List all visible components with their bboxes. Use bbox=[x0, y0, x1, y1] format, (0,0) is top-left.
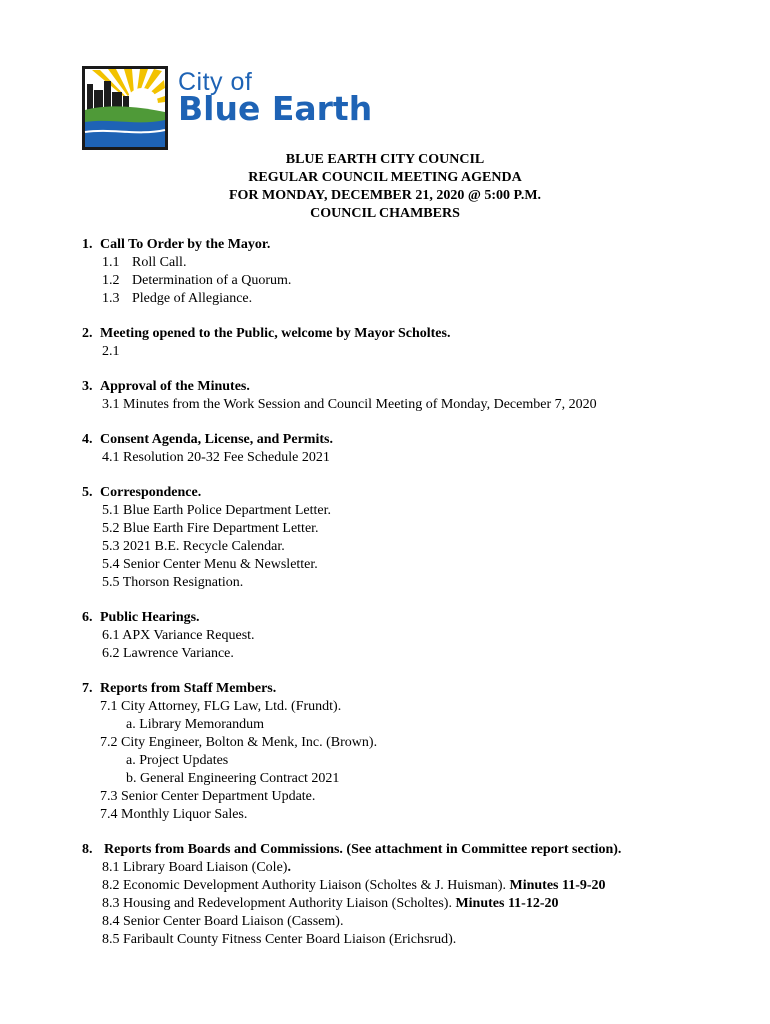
sub-item: 1.1 Roll Call. bbox=[102, 255, 187, 270]
agenda-item-5 bbox=[82, 484, 762, 592]
sub-item: 6.1 APX Variance Request. bbox=[102, 628, 255, 643]
agenda-header bbox=[0, 151, 770, 223]
logo-blue-earth: Blue Earth bbox=[178, 89, 373, 128]
sub-item: 5.3 2021 B.E. Recycle Calendar. bbox=[102, 539, 285, 554]
sub-item: 8.1 Library Board Liaison (Cole). bbox=[102, 860, 291, 875]
agenda-item-2 bbox=[82, 325, 762, 361]
sub-item: 7.2 City Engineer, Bolton & Menk, Inc. (Brown). bbox=[100, 735, 378, 750]
sub-sub-item: a. Library Memorandum bbox=[126, 717, 265, 732]
agenda-item-4 bbox=[82, 431, 762, 467]
header-line-2: REGULAR COUNCIL MEETING AGENDA bbox=[248, 170, 522, 185]
agenda-item-1 bbox=[82, 236, 762, 308]
item-title: 5. Correspondence. bbox=[82, 485, 202, 500]
sub-item: 8.5 Faribault County Fitness Center Board Liaison (Erichsrud). bbox=[102, 932, 457, 947]
item-title: 7. Reports from Staff Members. bbox=[82, 681, 277, 696]
sub-item: 5.5 Thorson Resignation. bbox=[102, 575, 244, 590]
sub-sub-item: b. General Engineering Contract 2021 bbox=[126, 771, 340, 786]
agenda-item-8 bbox=[82, 841, 762, 949]
item-title: 6. Public Hearings. bbox=[82, 610, 200, 625]
agenda-item-7 bbox=[82, 680, 762, 824]
sub-item: 8.3 Housing and Redevelopment Authority Liaison (Scholtes). Minutes 11-12-20 bbox=[102, 896, 559, 911]
sub-item: 8.4 Senior Center Board Liaison (Cassem). bbox=[102, 914, 344, 929]
minutes-link-text: Minutes 11-9-20 bbox=[509, 878, 606, 893]
agenda-item-3 bbox=[82, 378, 762, 414]
header-line-3: FOR MONDAY, DECEMBER 21, 2020 @ 5:00 P.M. bbox=[228, 188, 542, 203]
sub-item: 1.2 Determination of a Quorum. bbox=[102, 273, 292, 288]
item-title: 3. Approval of the Minutes. bbox=[82, 379, 250, 394]
sub-item: 7.3 Senior Center Department Update. bbox=[100, 789, 316, 804]
sub-item: 2.1 bbox=[102, 344, 120, 359]
item-title: 2. Meeting opened to the Public, welcome by Mayor Scholtes. bbox=[82, 326, 451, 341]
item-title: 1. Call To Order by the Mayor. bbox=[82, 237, 271, 252]
sub-item: 4.1 Resolution 20-32 Fee Schedule 2021 bbox=[102, 450, 330, 465]
logo-city-of: City of bbox=[178, 68, 253, 96]
sub-sub-item: a. Project Updates bbox=[126, 753, 229, 768]
header-line-4: COUNCIL CHAMBERS bbox=[310, 206, 460, 221]
agenda-items bbox=[82, 236, 762, 966]
item-title: 4. Consent Agenda, License, and Permits. bbox=[82, 432, 333, 447]
sunrise-landscape-icon bbox=[82, 66, 168, 150]
agenda-item-6 bbox=[82, 609, 762, 663]
city-logo bbox=[82, 66, 412, 150]
sub-item: 6.2 Lawrence Variance. bbox=[102, 646, 234, 661]
sub-item: 7.1 City Attorney, FLG Law, Ltd. (Frundt). bbox=[100, 699, 342, 714]
item-title: 8. Reports from Boards and Commissions. (See attachment in Committee report section). bbox=[82, 842, 622, 857]
sub-item: 5.2 Blue Earth Fire Department Letter. bbox=[102, 521, 319, 536]
sub-item: 5.4 Senior Center Menu & Newsletter. bbox=[102, 557, 318, 572]
sub-item: 7.4 Monthly Liquor Sales. bbox=[100, 807, 248, 822]
sub-item: 3.1 Minutes from the Work Session and Council Meeting of Monday, December 7, 2020 bbox=[102, 397, 597, 412]
minutes-link-text: Minutes 11-12-20 bbox=[455, 896, 559, 911]
sub-item: 8.2 Economic Development Authority Liaison (Scholtes & J. Huisman). Minutes 11-9-20 bbox=[102, 878, 606, 893]
sub-item: 1.3 Pledge of Allegiance. bbox=[102, 291, 253, 306]
sub-item: 5.1 Blue Earth Police Department Letter. bbox=[102, 503, 331, 518]
header-line-1: BLUE EARTH CITY COUNCIL bbox=[285, 152, 485, 167]
